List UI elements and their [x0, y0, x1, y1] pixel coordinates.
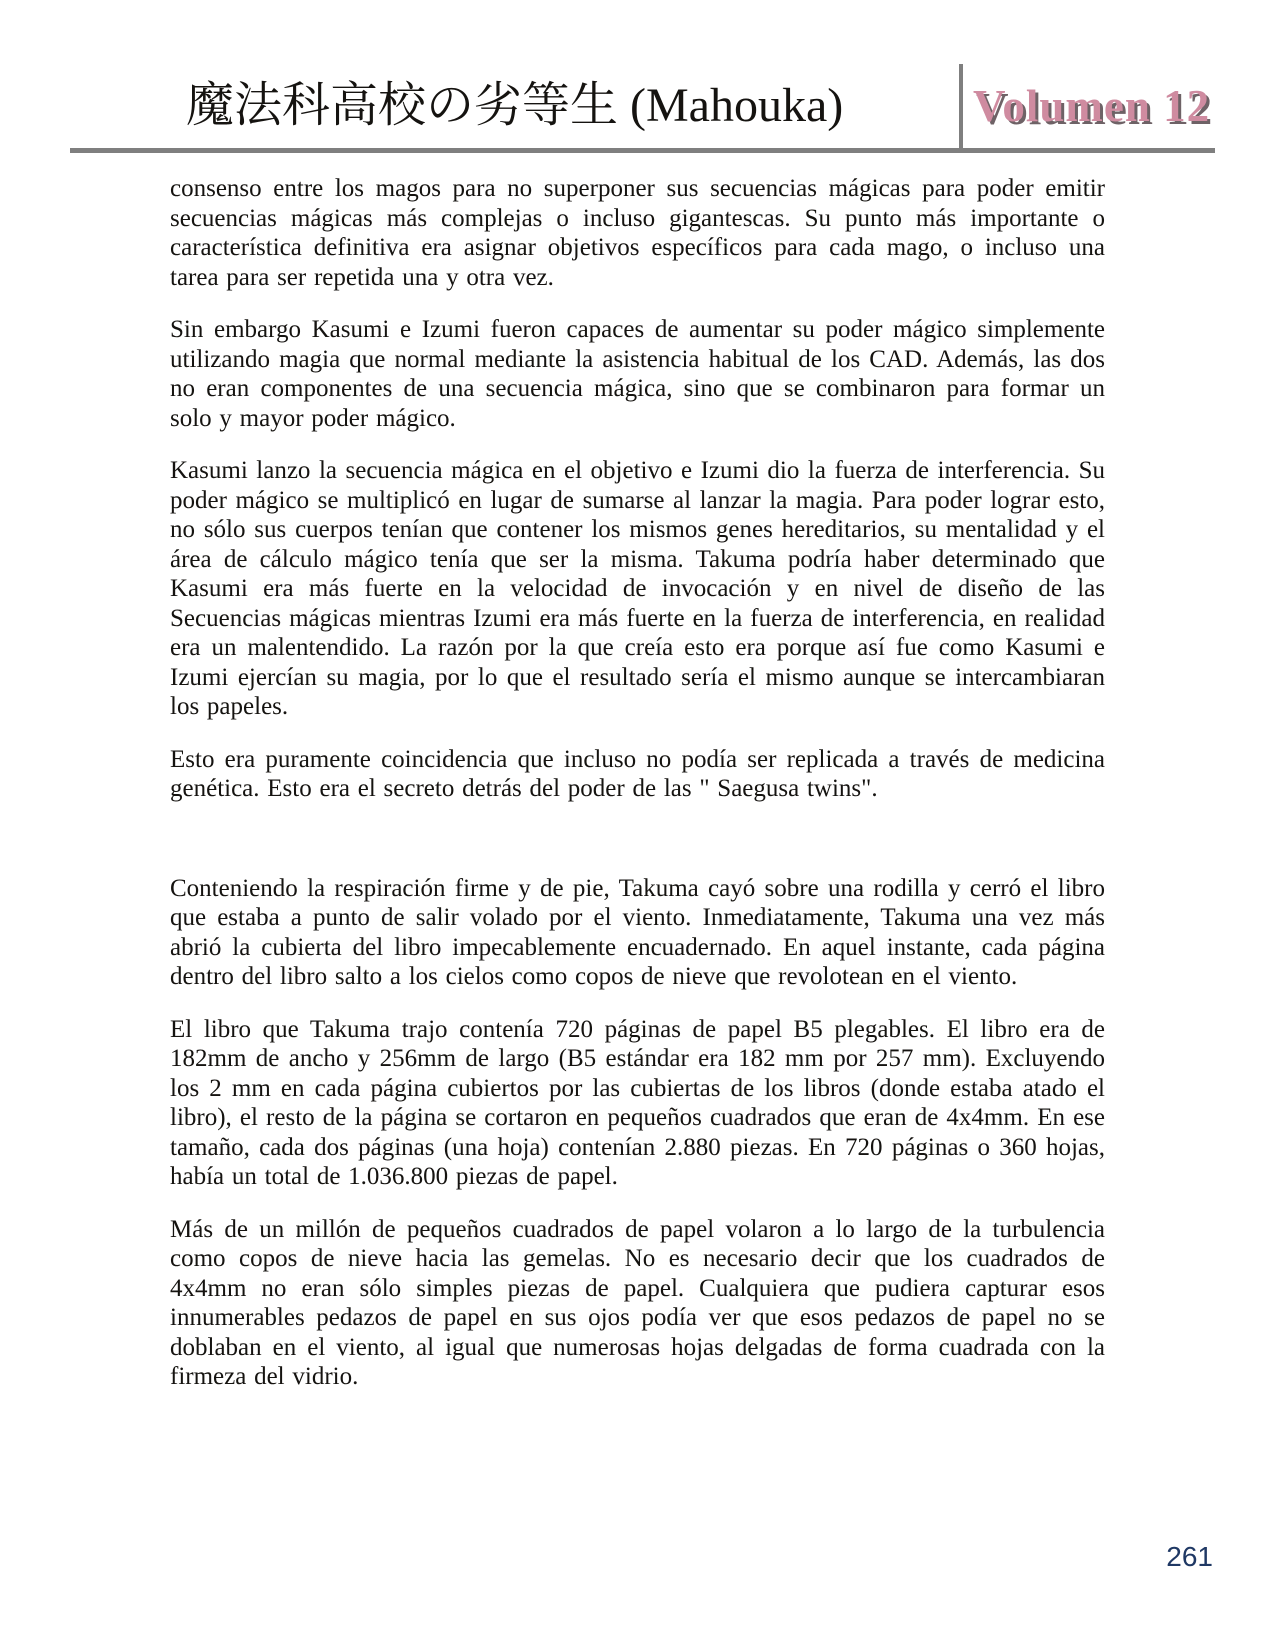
body-paragraph-5: Conteniendo la respiración firme y de pie, Takuma cayó sobre una rodilla y cerró el libro que estaba a punto de salir volado por el viento. Inmediatamente, Takuma una vez más abrió la cubierta del libro impecablemente encuadernado. En aquel instante, cada página dentro del libro salto a los cielos como copos de nieve que revolotean en el viento. — [170, 874, 1105, 990]
body-paragraph-4: Esto era puramente coincidencia que incluso no podía ser replicada a través de medicina genética. Esto era el secreto detrás del poder de las " Saegusa twins". — [170, 745, 1105, 802]
volume-badge — [959, 64, 1215, 148]
document-title: 魔法科高校の劣等生 (Mahouka) — [186, 79, 844, 132]
header-row — [70, 64, 1215, 148]
body-paragraph-1: consenso entre los magos para no superponer sus secuencias mágicas para poder emitir secuencias mágicas más complejas o incluso gigantescas. Su punto más importante o característica definitiva era asignar objetivos específicos para cada mago, o incluso una tarea para ser repetida una y otra vez. — [170, 175, 1105, 291]
body-text — [170, 174, 1105, 1392]
body-paragraph-7: Más de un millón de pequeños cuadrados de papel volaron a lo largo de la turbulencia como copos de nieve hacia las gemelas. No es necesario decir que los cuadrados de 4x4mm no eran sólo simples piezas de papel. Cualquiera que pudiera capturar esos innumerables pedazos de papel en sus ojos podía ver que esos pedazos de papel no se doblaban en el viento, al igual que numerosas hojas delgadas de forma cuadrada con la firmeza del vidrio. — [170, 1215, 1105, 1390]
header-rule — [70, 148, 1215, 153]
page-header — [0, 0, 1275, 153]
body-paragraph-3: Kasumi lanzo la secuencia mágica en el objetivo e Izumi dio la fuerza de interferencia. Su poder mágico se multiplicó en lugar de sumarse al lanzar la magia. Para poder lograr esto, no sólo sus cuerpos tenían que contener los mismos genes hereditarios, su mentalidad y el área de cálculo mágico tenía que ser la misma. Takuma podría haber determinado que Kasumi era más fuerte en la velocidad de invocación y en nivel de diseño de las Secuencias mágicas mientras Izumi era más fuerte en la fuerza de interferencia, en realidad era un malentendido. La razón por la que creía esto era porque así fue como Kasumi e Izumi ejercían su magia, por lo que el resultado sería el mismo aunque se intercambiaran los papeles. — [170, 457, 1105, 720]
volume-label: Volumen 12 — [973, 81, 1211, 131]
body-paragraph-2: Sin embargo Kasumi e Izumi fueron capaces de aumentar su poder mágico simplemente utilizando magia que normal mediante la asistencia habitual de los CAD. Además, las dos no eran componentes de una secuencia mágica, sino que se combinaron para formar un solo y mayor poder mágico. — [170, 316, 1105, 432]
body-paragraph-6: El libro que Takuma trajo contenía 720 páginas de papel B5 plegables. El libro era de 182mm de ancho y 256mm de largo (B5 estándar era 182 mm por 257 mm). Excluyendo los 2 mm en cada página cubiertos por las cubiertas de los libros (donde estaba atado el libro), el resto de la página se cortaron en pequeños cuadrados que eran de 4x4mm. En ese tamaño, cada dos páginas (una hoja) contenían 2.880 piezas. En 720 páginas o 360 hojas, había un total de 1.036.800 piezas de papel. — [170, 1015, 1105, 1190]
page-number: 261 — [1166, 1541, 1213, 1572]
